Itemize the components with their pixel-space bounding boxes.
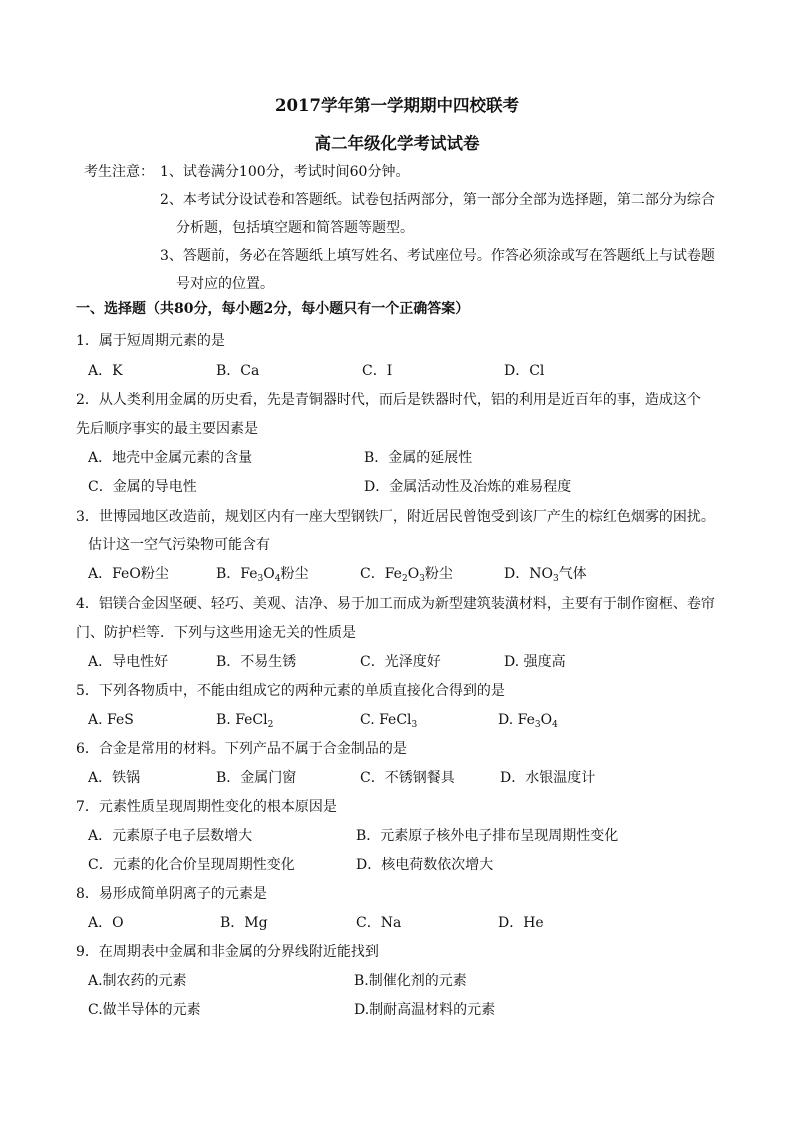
question-1-option-b: B．Ca [216, 363, 260, 379]
question-8-stem: 8．易形成简单阴离子的元素是 [76, 886, 267, 902]
notice-item-2-line-2: 分析题，包括填空题和简答题等题型。 [176, 220, 414, 236]
notice-item-1: 1、试卷满分100分，考试时间60分钟。 [160, 164, 410, 180]
question-8-option-d: D．He [498, 915, 544, 931]
question-4-stem-line-2: 门、防护栏等．下列与这些用途无关的性质是 [76, 625, 356, 641]
question-6-option-b: B．金属门窗 [216, 770, 297, 786]
question-4-option-a: A．导电性好 [88, 654, 169, 670]
question-3-option-c: C．$Fe_2O_3$粉尘 [360, 566, 453, 584]
question-6-option-a: A．铁锅 [88, 770, 141, 786]
question-3-stem-line-1: 3．世博园地区改造前，规划区内有一座大型钢铁厂，附近居民曾饱受到该厂产生的棕红色烟雾的困扰。 [76, 509, 715, 525]
question-5-option-a: A. FeS [88, 712, 134, 728]
question-4-option-c: C．光泽度好 [360, 654, 441, 670]
question-1-stem: 1．属于短周期元素的是 [76, 333, 225, 349]
question-2-option-b: B．金属的延展性 [364, 450, 473, 466]
question-3-option-a: A．FeO粉尘 [88, 566, 169, 582]
question-2-option-d: D．金属活动性及冶炼的难易程度 [364, 479, 572, 495]
question-5-option-b: B. FeCl$_2$ [216, 712, 274, 730]
question-2-option-c: C．金属的导电性 [88, 479, 197, 495]
question-6-stem: 6．合金是常用的材料。下列产品不属于合金制品的是 [76, 741, 407, 757]
notice-item-2-line-1: 2、本考试分设试卷和答题纸。试卷包括两部分，第一部分全部为选择题，第二部分为综合 [160, 192, 715, 208]
question-9-stem: 9．在周期表中金属和非金属的分界线附近能找到 [76, 944, 379, 960]
question-3-stem-line-2: 估计这一空气污染物可能含有 [88, 537, 270, 553]
question-7-option-b: B．元素原子核外电子排布呈现周期性变化 [356, 828, 619, 844]
question-9-option-b: B.制催化剂的元素 [354, 973, 467, 989]
question-9-option-c: C.做半导体的元素 [88, 1002, 201, 1018]
question-5-option-d: D. $Fe_3O_4$ [498, 712, 558, 730]
question-2-option-a: A．地壳中金属元素的含量 [88, 450, 253, 466]
question-6-option-d: D．水银温度计 [500, 770, 596, 786]
question-7-option-c: C．元素的化合价呈现周期性变化 [88, 857, 295, 873]
question-1-option-a: A．K [88, 363, 123, 379]
question-4-option-d: D. 强度高 [504, 654, 566, 670]
notice-item-3-line-2: 号对应的位置。 [176, 276, 274, 292]
question-8-option-a: A．O [88, 915, 124, 931]
question-4-option-b: B．不易生锈 [216, 654, 297, 670]
question-1-option-c: C．I [362, 363, 393, 379]
question-1-option-d: D．Cl [504, 363, 545, 379]
question-8-option-c: C．Na [356, 915, 402, 931]
question-7-option-a: A．元素原子电子层数增大 [88, 828, 253, 844]
question-6-option-c: C．不锈钢餐具 [360, 770, 455, 786]
exam-title: 2017学年第一学期期中四校联考 [275, 96, 519, 115]
question-7-option-d: D．核电荷数依次增大 [356, 857, 494, 873]
question-5-option-c: C. FeCl$_3$ [360, 712, 418, 730]
notice-label: 考生注意： [84, 164, 154, 180]
question-9-option-d: D.制耐高温材料的元素 [354, 1002, 496, 1018]
question-4-stem-line-1: 4．铝镁合金因坚硬、轻巧、美观、洁净、易于加工而成为新型建筑装潢材料，主要有于制作窗框、卷帘 [76, 596, 715, 612]
question-8-option-b: B．Mg [220, 915, 268, 931]
question-3-option-d: D．$NO_3$气体 [504, 566, 587, 584]
question-2-stem-line-1: 2．从人类利用金属的历史看，先是青铜器时代，而后是铁器时代，铝的利用是近百年的事，造成这个 [76, 392, 701, 408]
notice-item-3-line-1: 3、答题前，务必在答题纸上填写姓名、考试座位号。作答必须涂或写在答题纸上与试卷题 [160, 248, 715, 264]
exam-subtitle: 高二年级化学考试试卷 [314, 134, 480, 153]
question-5-stem: 5．下列各物质中，不能由组成它的两种元素的单质直接化合得到的是 [76, 683, 505, 699]
question-9-option-a: A.制农药的元素 [88, 973, 187, 989]
section-heading: 一、选择题（共80分，每小题2分，每小题只有一个正确答案） [76, 301, 470, 317]
question-3-option-b: B．$Fe_3O_4$粉尘 [216, 566, 309, 584]
question-2-stem-line-2: 先后顺序事实的最主要因素是 [76, 421, 258, 437]
question-7-stem: 7．元素性质呈现周期性变化的根本原因是 [76, 799, 337, 815]
